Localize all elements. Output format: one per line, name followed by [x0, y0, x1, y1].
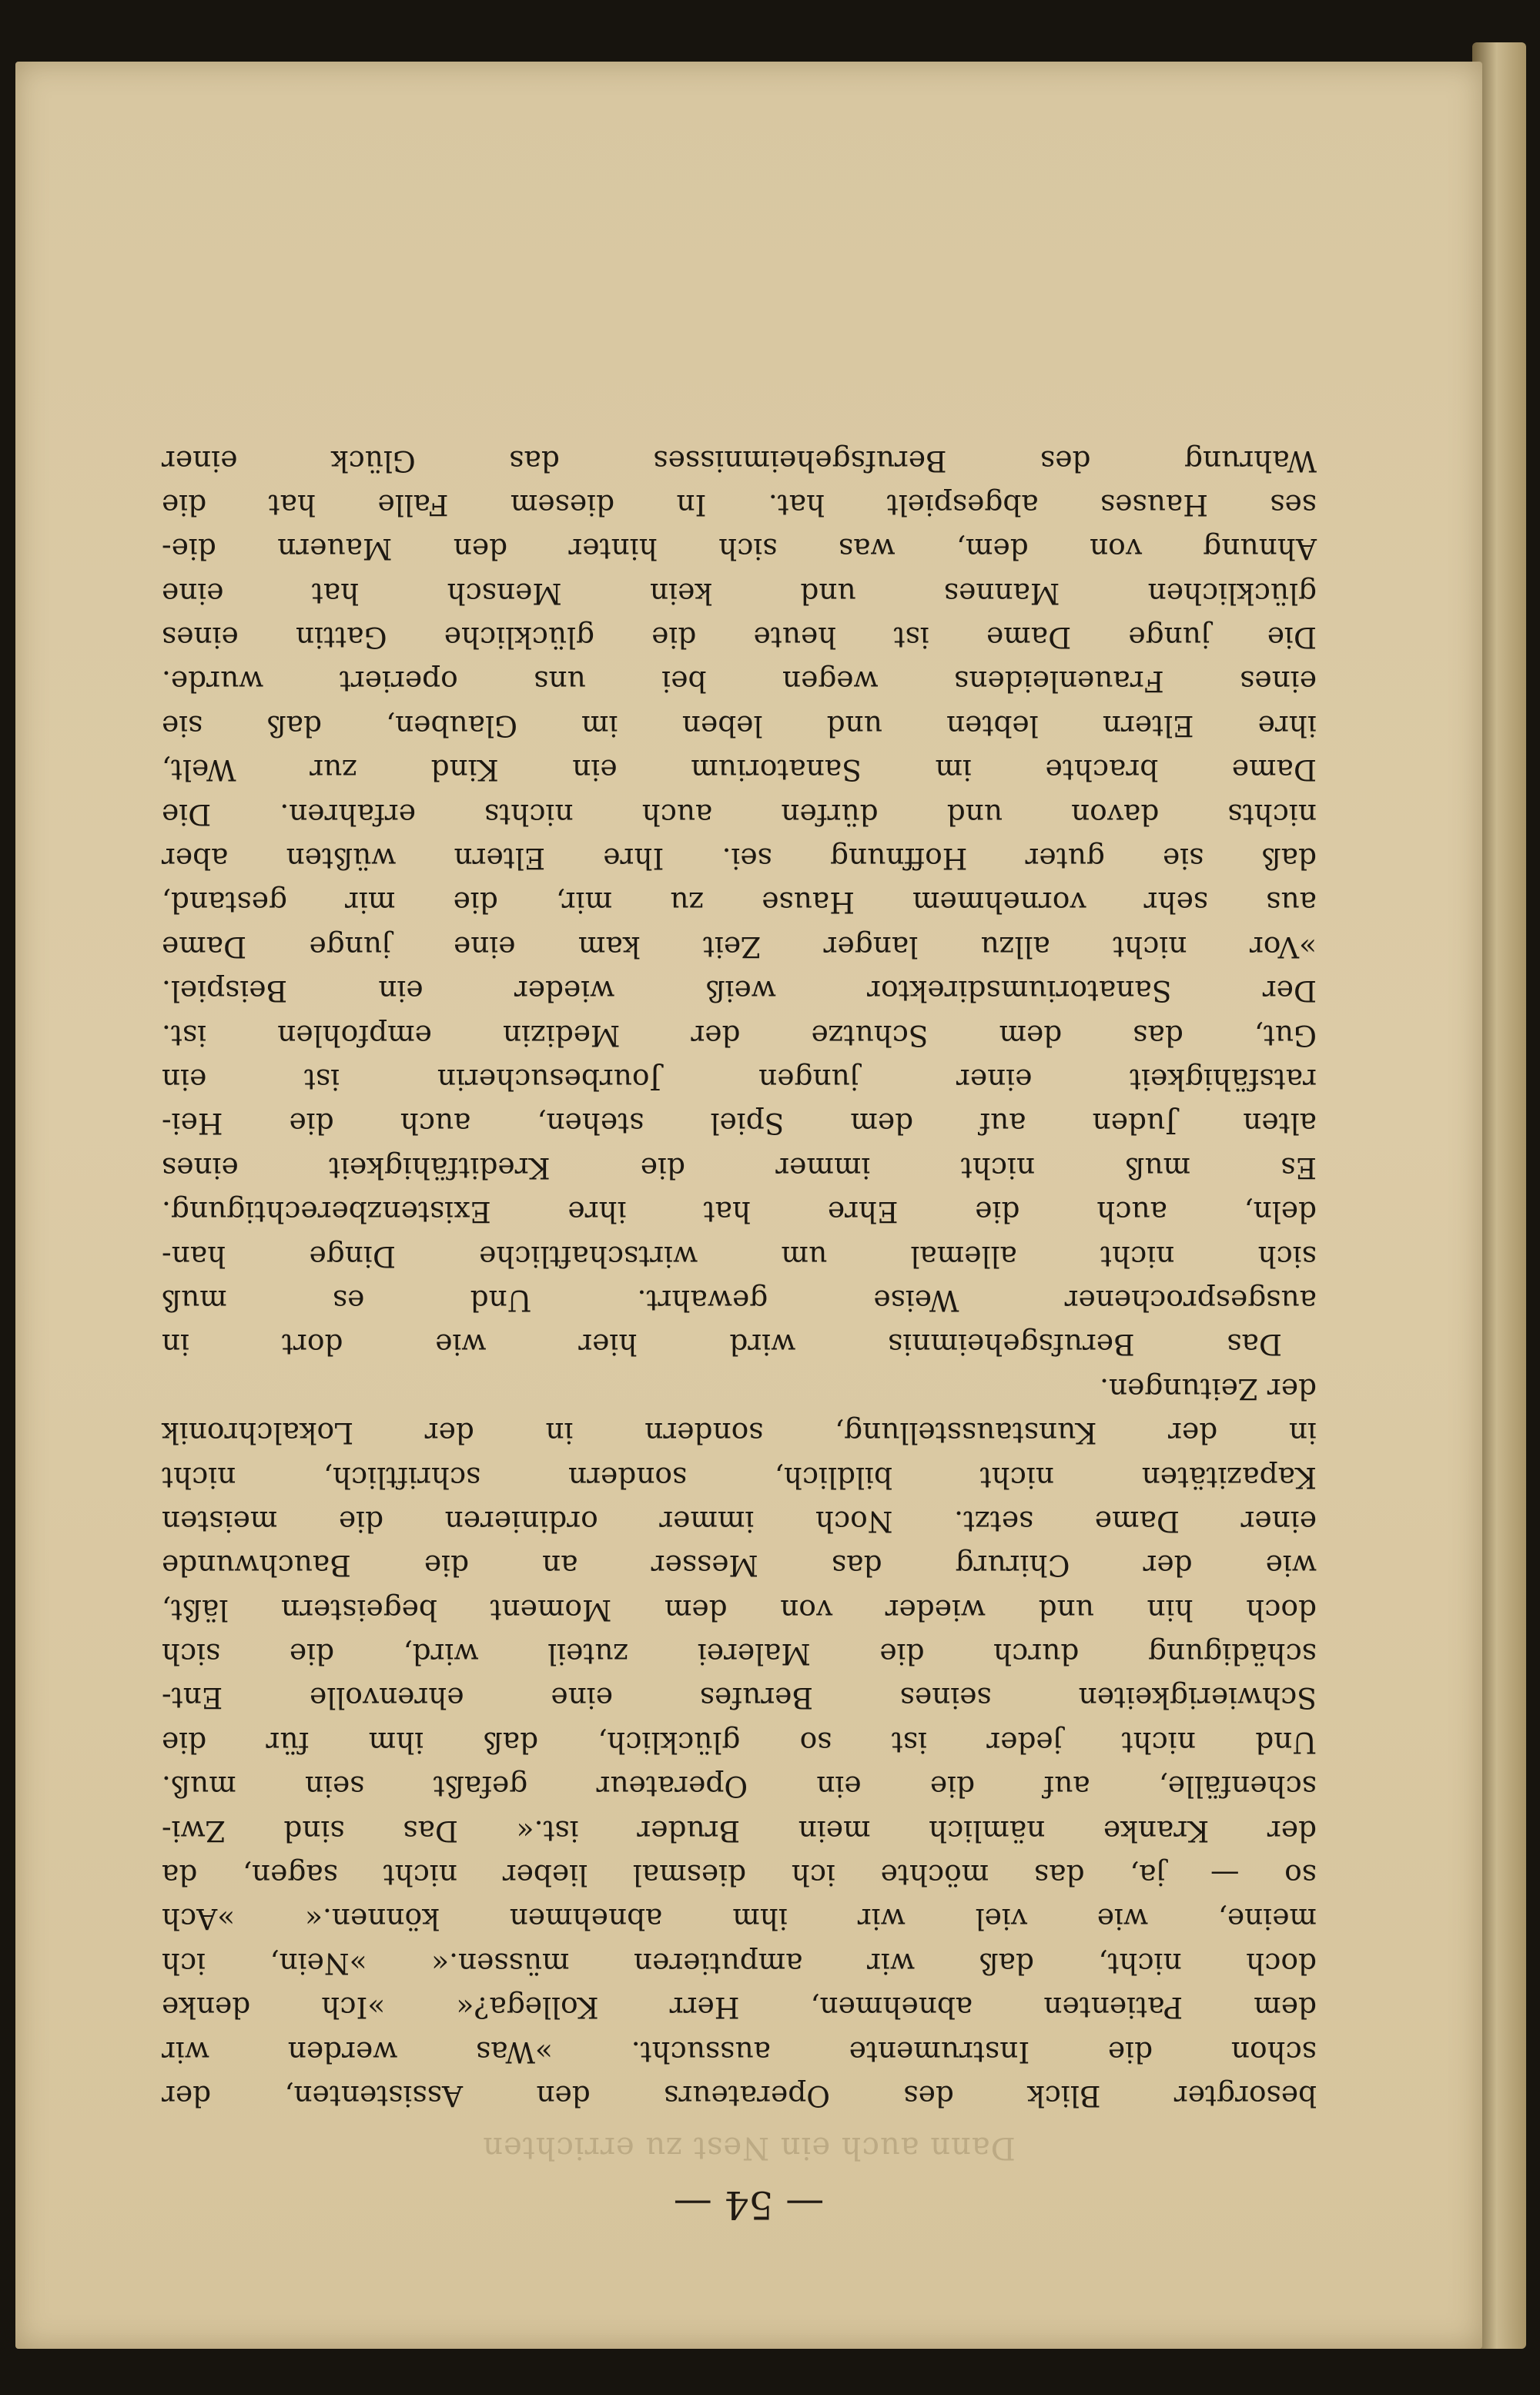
text-line: »Vor nicht allzu langer Zeit kam eine junge Dame [162, 930, 1317, 964]
text-line: alten Juden auf dem Spiel stehen, auch die Hei- [162, 1107, 1317, 1141]
text-line: Das Berufsgeheimnis wird hier wie dort in [162, 1328, 1282, 1362]
text-line: schenfälle, auf die ein Operateur gefaßt sein muß. [162, 1770, 1317, 1804]
text-line: der Kranke nämlich mein Bruder ist.« Das sind Zwi- [162, 1814, 1317, 1848]
text-line: doch nicht, daß wir amputieren müssen.« »Nein, ich [162, 1946, 1317, 1981]
text-line: eines Frauenleidens wegen bei uns operiert wurde. [162, 665, 1317, 699]
text-line: Der Sanatoriumsdirektor weiß wieder ein Beispiel. [162, 974, 1317, 1009]
text-line: deln, auch die Ehre hat ihre Existenzberechtigung. [162, 1195, 1317, 1230]
text-line: einer Dame setzt. Noch immer ordinieren die meisten [162, 1504, 1317, 1539]
text-line: sich nicht allemal um wirtschaftliche Dinge han- [162, 1239, 1317, 1274]
page-content-rotated [15, 62, 1482, 2349]
text-line: meine, wie viel wir ihm abnehmen können.« »Ach [162, 1902, 1317, 1937]
text-line: so — ja, das möchte ich diesmal lieber nicht sagen, da [162, 1858, 1317, 1893]
text-line: dem Patienten abnehmen, Herr Kollega?« »Ich denke [162, 1991, 1317, 2025]
text-line: ausgesprochener Weise gewahrt. Und es muß [162, 1283, 1317, 1318]
page-number: — 54 — [673, 2182, 825, 2227]
text-line: Dame brachte im Sanatorium ein Kind zur Welt, [162, 753, 1317, 788]
text-line: Es muß nicht immer die Kreditfähigkeit eines [162, 1151, 1317, 1185]
bleed-through-text: Dann auch ein Nest zu errichten [482, 2130, 1016, 2166]
text-line: Die junge Dame ist heute die glückliche Gattin eines [162, 621, 1317, 655]
text-line: daß sie guter Hoffnung sei. Ihre Eltern wüßten aber [162, 842, 1317, 876]
text-line: Schwierigkeiten seines Berufes eine ehrenvolle Ent- [162, 1681, 1317, 1716]
text-line: glücklichen Mannes und kein Mensch hat eine [162, 576, 1317, 611]
text-line: ihre Eltern lebten und leben im Glauben, daß sie [162, 708, 1317, 743]
text-line: Ahnung von dem, was sich hinter den Mauern die- [162, 532, 1317, 567]
text-line: Gut, das dem Schutze der Medizin empfohlen ist. [162, 1018, 1317, 1053]
text-line: ratsfähigkeit einer jungen Jourbesucherin ist ein [162, 1063, 1317, 1097]
text-line: besorgter Blick des Operateurs den Assistenten, der [162, 2079, 1317, 2113]
text-line: der Zeitungen. [1100, 1372, 1317, 1406]
book-page [15, 62, 1482, 2349]
text-line: schon die Instrumente aussucht. »Was werden wir [162, 2035, 1317, 2069]
text-line: aus sehr vornehmem Hause zu mir, die mir gestand, [162, 886, 1317, 920]
text-line: in der Kunstausstellung, sondern in der Lokalchronik [162, 1416, 1317, 1451]
text-line: schädigung durch die Malerei zuteil wird, die sich [162, 1637, 1317, 1672]
text-line: doch hin und wieder von dem Moment begeistern läßt, [162, 1593, 1317, 1627]
text-line: Kapazitäten nicht bildlich, sondern schriftlich, nicht [162, 1460, 1317, 1495]
body-text [162, 438, 1317, 2118]
text-line: wie der Chirurg das Messer an die Bauchwunde [162, 1549, 1317, 1583]
text-line: Und nicht jeder ist so glücklich, daß ihm für die [162, 1725, 1317, 1760]
text-line: Wahrung des Berufsgeheimnisses das Glück einer [162, 444, 1317, 478]
text-line: nichts davon und dürfen auch nichts erfahren. Die [162, 797, 1317, 832]
text-line: ses Hauses abgespielt hat. In diesem Falle hat die [162, 487, 1317, 522]
